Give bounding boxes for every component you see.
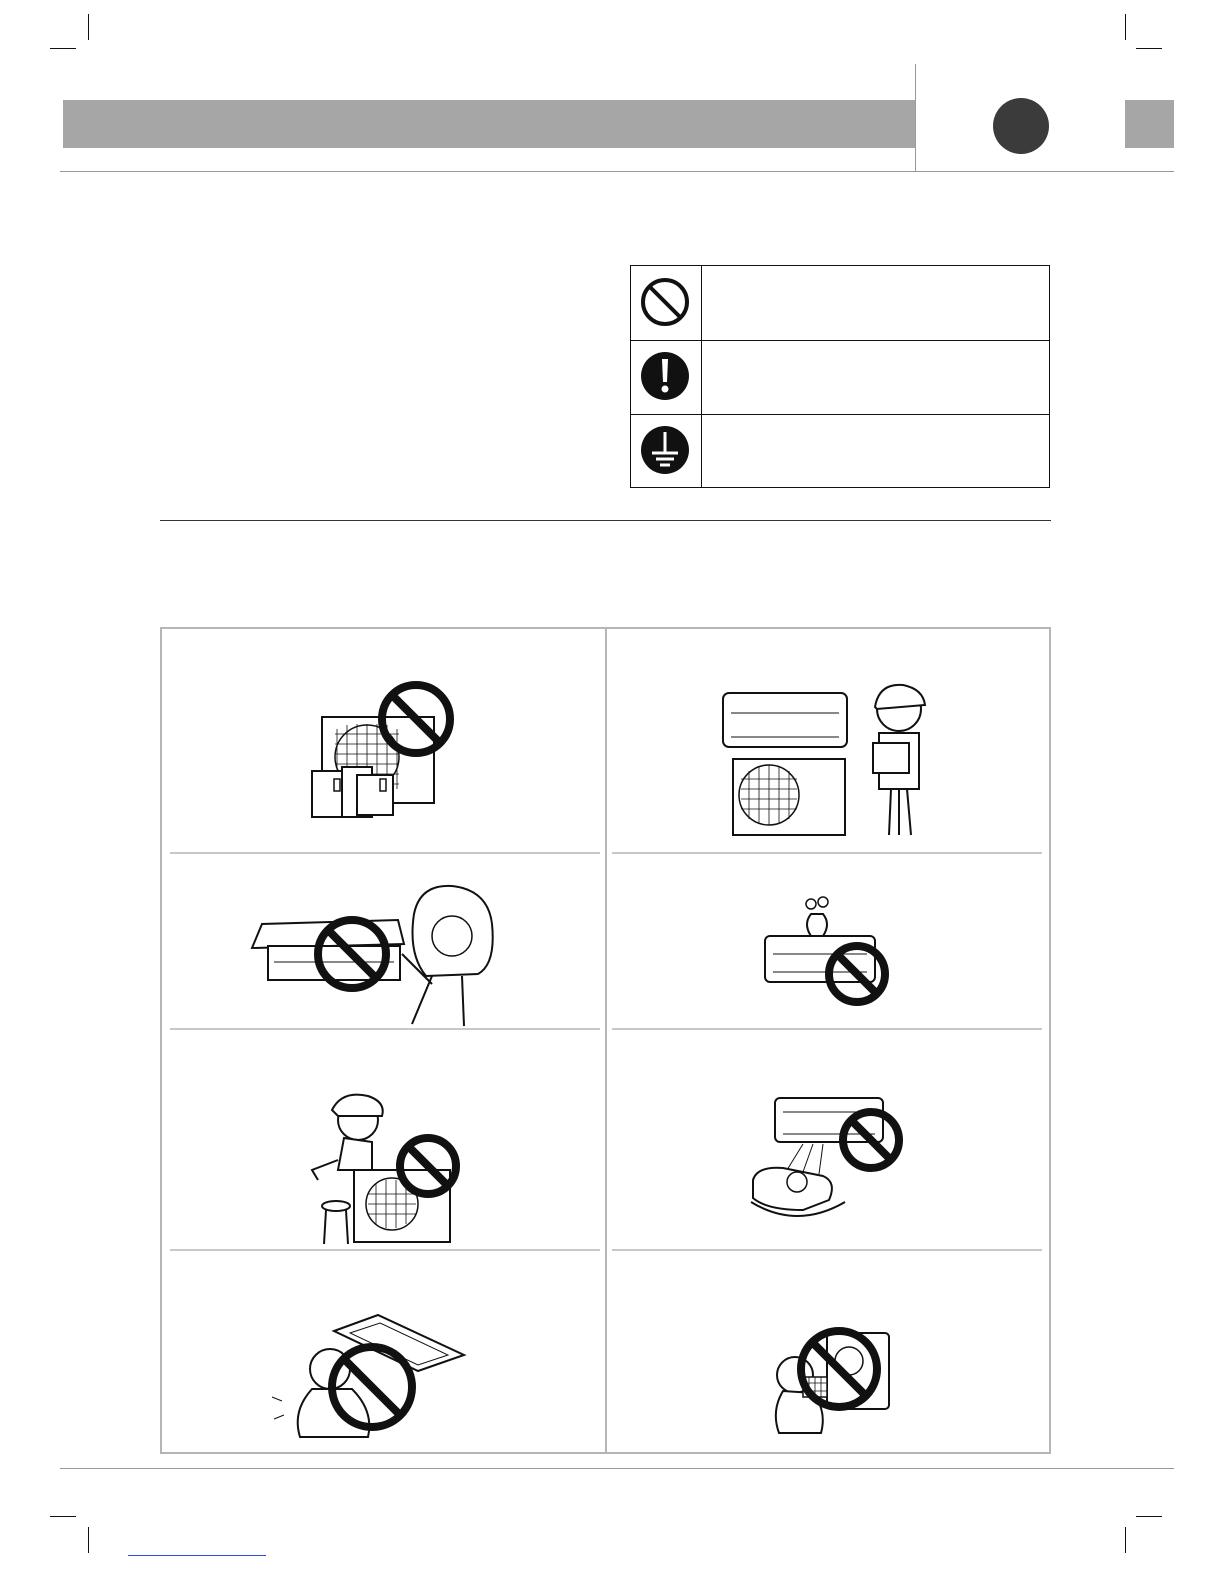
child-hands-in-unit-icon: [607, 1251, 1049, 1451]
outdoor-unit-with-cans-icon: [162, 629, 604, 851]
legend-row-mandatory: [631, 340, 1049, 415]
header-divider: [915, 64, 916, 172]
vase-on-indoor-unit-icon: [607, 854, 1049, 1027]
crop-mark: [1125, 14, 1126, 40]
illustration-cell: [607, 629, 1049, 851]
panel-falling-on-person-icon: [162, 1251, 604, 1451]
crop-mark: [88, 14, 89, 40]
mandatory-icon: [639, 348, 693, 404]
illustration-cell: [162, 1251, 604, 1451]
illustration-cell: [162, 629, 604, 851]
illustration-cell: [607, 1030, 1049, 1248]
crop-mark: [1136, 48, 1162, 49]
technician-reading-manual-icon: [607, 629, 1049, 851]
crop-mark: [50, 48, 76, 49]
illustration-cell: [607, 854, 1049, 1027]
footer-link-underline[interactable]: [128, 1555, 266, 1556]
air-blowing-on-baby-icon: [607, 1030, 1049, 1248]
girl-touching-indoor-unit-icon: [162, 854, 604, 1027]
crop-mark: [1125, 1527, 1126, 1553]
crop-mark: [50, 1516, 76, 1517]
header-rule: [60, 171, 1174, 172]
crop-mark: [1136, 1516, 1162, 1517]
section-tab: [1125, 100, 1174, 148]
prohibited-icon: [639, 274, 693, 330]
legend-row-ground: [631, 414, 1049, 487]
illustration-cell: [162, 1030, 604, 1248]
illustration-cell: [162, 854, 604, 1027]
header-bar: [63, 100, 916, 148]
page-number-badge: [993, 98, 1049, 154]
crop-mark: [88, 1527, 89, 1553]
child-climbing-outdoor-unit-icon: [162, 1030, 604, 1248]
legend-row-prohibited: [631, 266, 1049, 341]
symbol-legend: [630, 265, 1050, 488]
illustration-cell: [607, 1251, 1049, 1451]
ground-icon: [639, 422, 693, 478]
footer-rule: [60, 1468, 1174, 1469]
section-rule: [160, 520, 1051, 521]
